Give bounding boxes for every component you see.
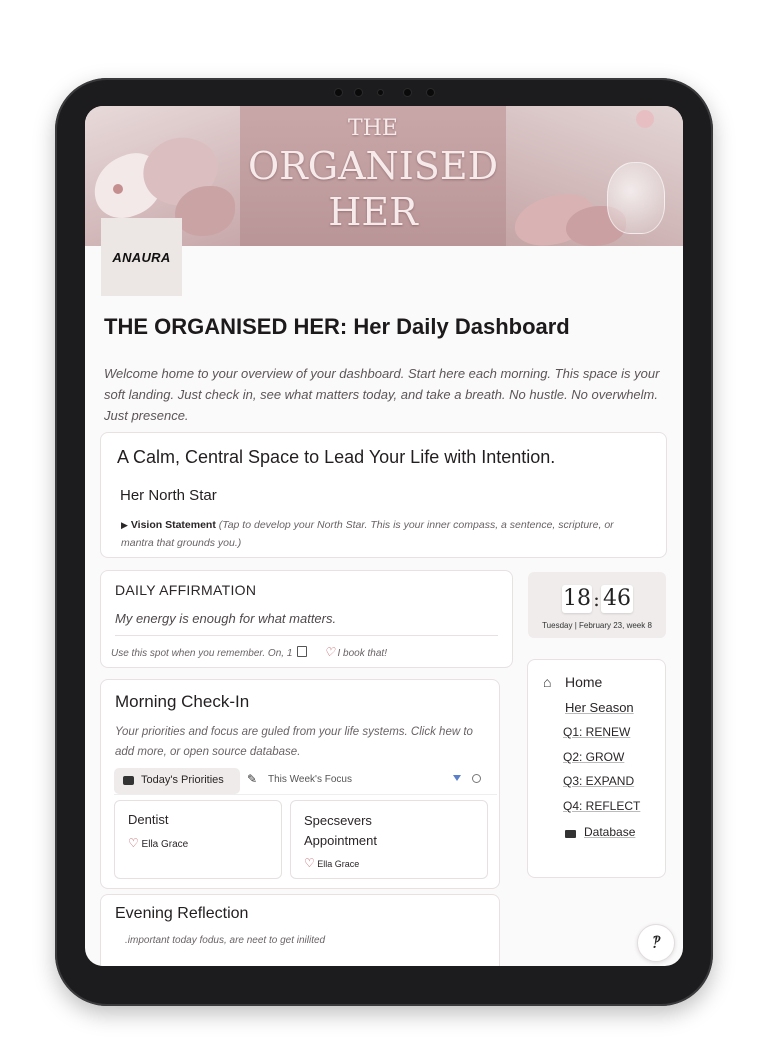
heart-icon[interactable]: ♡ — [323, 645, 335, 659]
vase-image — [607, 162, 665, 234]
checkin-heading: Morning Check-In — [115, 692, 250, 711]
nav-q2-grow[interactable]: Q2: GROW — [563, 750, 625, 764]
sensor-dot — [355, 89, 362, 96]
camera-lens — [378, 90, 383, 95]
task-title: Specsevers Appointment — [304, 813, 377, 848]
sensor-dot — [335, 89, 342, 96]
notion-page — [85, 106, 683, 966]
reflection-heading: Evening Reflection — [115, 905, 249, 922]
nav-database[interactable]: Database — [584, 825, 636, 839]
divider — [115, 635, 498, 636]
like-label[interactable]: I book that! — [337, 648, 387, 659]
navigation-card — [527, 659, 666, 878]
toggle-triangle-icon[interactable]: ▶ — [121, 520, 128, 530]
clock-hour: 18 — [563, 586, 591, 611]
filter-icon[interactable] — [453, 775, 461, 781]
database-icon — [565, 830, 576, 838]
cover-title-line: HER — [328, 190, 418, 234]
vision-toggle-hint: (Tap to develop your North Star. This is your inner compass, a sentence, scripture, or mantra that grounds you.) — [121, 519, 614, 549]
clock-minute: 46 — [603, 586, 631, 611]
task-card[interactable] — [114, 800, 282, 879]
affirmation-heading: DAILY AFFIRMATION — [115, 582, 257, 598]
nav-her-season[interactable]: Her Season — [565, 700, 634, 715]
nav-q1-renew[interactable]: Q1: RENEW — [563, 725, 631, 739]
vision-toggle[interactable] — [121, 516, 649, 552]
task-title: Dentist — [128, 812, 169, 827]
clock-widget — [528, 572, 666, 638]
task-owner — [128, 836, 188, 850]
tablet-frame — [55, 78, 713, 1006]
tab-label: Today's Priorities — [141, 774, 224, 786]
vision-toggle-label: Vision Statement — [130, 519, 216, 531]
intention-heading: A Calm, Central Space to Lead Your Life with Intention. — [117, 447, 556, 467]
reflection-card — [100, 894, 500, 966]
tab-label: This Week's Focus — [268, 774, 352, 785]
page-icon-logo[interactable]: ANAURA — [101, 218, 182, 296]
search-icon[interactable] — [472, 774, 481, 783]
nav-q3-expand[interactable]: Q3: EXPAND — [563, 774, 635, 788]
task-owner — [304, 856, 359, 870]
page-title[interactable]: THE ORGANISED HER: Her Daily Dashboard — [104, 314, 570, 339]
task-card[interactable] — [290, 800, 488, 879]
camera-icon — [123, 776, 134, 785]
tab-todays-priorities[interactable] — [114, 768, 240, 794]
affirmation-text: My energy is enough for what matters. — [115, 611, 337, 626]
affirmation-footer-text: Use this spot when you remember. On, 1 — [111, 648, 293, 659]
affirmation-card — [100, 570, 513, 668]
page-intro: Welcome home to your overview of your dashboard. Start here each morning. This space is your soft landing. Just check in, see what matters today, and take a breath. No hustle. No overwhelm. Just presence. — [104, 366, 660, 423]
clock-separator: : — [593, 587, 600, 611]
north-star-heading: Her North Star — [120, 487, 217, 504]
nav-q4-reflect[interactable]: Q4: REFLECT — [563, 799, 641, 813]
checkin-description: Your priorities and focus are guled from your life systems. Click hew to add more, or open source database. — [115, 726, 473, 758]
clock-date: Tuesday | February 23, week 8 — [542, 621, 652, 630]
home-icon: ⌂ — [543, 674, 552, 690]
affirmation-footer — [111, 645, 387, 659]
sensor-dot — [404, 89, 411, 96]
cover-title-line: THE — [348, 116, 398, 141]
heart-icon: ♡ — [304, 856, 315, 870]
nav-home[interactable]: Home — [565, 674, 603, 690]
copy-icon[interactable] — [297, 646, 307, 657]
sensor-dot — [427, 89, 434, 96]
heart-icon: ♡ — [128, 836, 139, 850]
task-owner-name: Ella Grace — [317, 859, 360, 869]
intention-card — [100, 432, 667, 558]
task-owner-name: Ella Grace — [141, 839, 189, 850]
pen-icon: ✎ — [247, 772, 258, 786]
question-mark-icon: ‽ — [651, 933, 661, 953]
help-button[interactable] — [637, 924, 675, 962]
cover-title-line: ORGANISED — [247, 144, 499, 188]
reflection-text: .important today fodus, are neet to get inilited — [125, 935, 326, 946]
